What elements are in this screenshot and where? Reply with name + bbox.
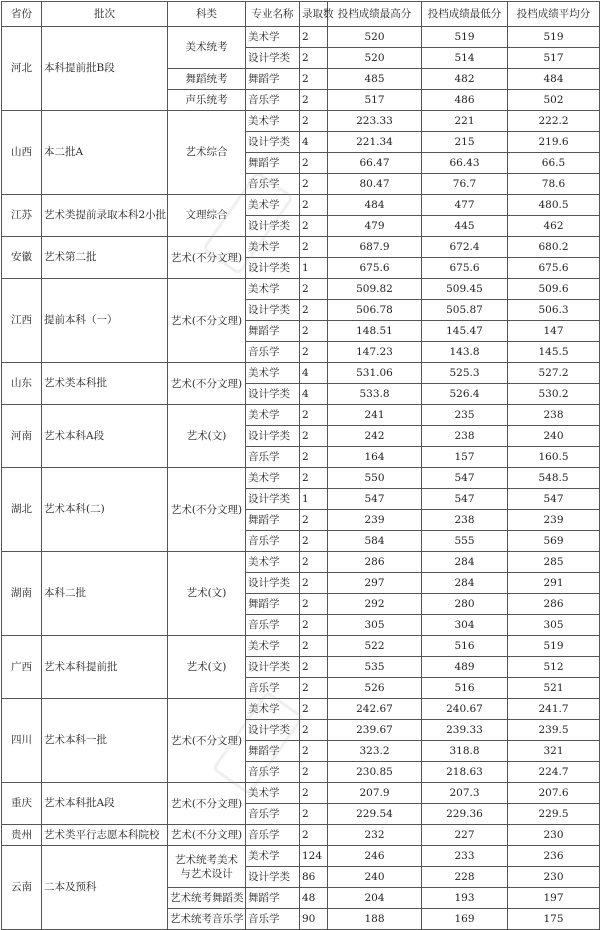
avg-score-cell: 238 xyxy=(508,405,600,426)
admitted-cell: 2 xyxy=(300,300,328,321)
avg-score-cell: 509.6 xyxy=(508,279,600,300)
province-cell: 江苏 xyxy=(2,195,42,237)
category-cell: 艺术(文) xyxy=(168,636,246,699)
max-score-cell: 520 xyxy=(328,27,422,48)
avg-score-cell: 547 xyxy=(508,489,600,510)
min-score-cell: 675.6 xyxy=(422,258,508,279)
min-score-cell: 169 xyxy=(422,909,508,930)
admitted-cell: 2 xyxy=(300,573,328,594)
table-row xyxy=(2,27,600,48)
admitted-cell: 124 xyxy=(300,846,328,867)
admitted-cell: 2 xyxy=(300,279,328,300)
max-score-cell: 148.51 xyxy=(328,321,422,342)
avg-score-cell: 502 xyxy=(508,90,600,111)
avg-score-cell: 78.6 xyxy=(508,174,600,195)
avg-score-cell: 229.5 xyxy=(508,804,600,825)
province-cell: 四川 xyxy=(2,699,42,783)
batch-cell: 艺术类本科批 xyxy=(42,363,168,405)
admitted-cell: 4 xyxy=(300,363,328,384)
avg-score-cell: 239.5 xyxy=(508,720,600,741)
min-score-cell: 207.3 xyxy=(422,783,508,804)
avg-score-cell: 230 xyxy=(508,867,600,888)
avg-score-cell: 145.5 xyxy=(508,342,600,363)
admitted-cell: 4 xyxy=(300,384,328,405)
max-score-cell: 239.67 xyxy=(328,720,422,741)
major-cell: 美术学 xyxy=(246,195,300,216)
admitted-cell: 2 xyxy=(300,195,328,216)
max-score-cell: 241 xyxy=(328,405,422,426)
max-score-cell: 484 xyxy=(328,195,422,216)
province-cell: 山西 xyxy=(2,111,42,195)
table-row xyxy=(2,195,600,216)
max-score-cell: 531.06 xyxy=(328,363,422,384)
avg-score-cell: 286 xyxy=(508,594,600,615)
category-cell: 文理综合 xyxy=(168,195,246,237)
max-score-cell: 147.23 xyxy=(328,342,422,363)
admitted-cell: 1 xyxy=(300,489,328,510)
min-score-cell: 547 xyxy=(422,489,508,510)
avg-score-cell: 675.6 xyxy=(508,258,600,279)
min-score-cell: 229.36 xyxy=(422,804,508,825)
avg-score-cell: 175 xyxy=(508,909,600,930)
admitted-cell: 2 xyxy=(300,468,328,489)
max-score-cell: 240 xyxy=(328,867,422,888)
admitted-cell: 2 xyxy=(300,111,328,132)
min-score-cell: 526.4 xyxy=(422,384,508,405)
major-cell: 设计学类 xyxy=(246,384,300,405)
admitted-cell: 2 xyxy=(300,741,328,762)
province-cell: 湖南 xyxy=(2,552,42,636)
max-score-cell: 80.47 xyxy=(328,174,422,195)
table-row xyxy=(2,111,600,132)
max-score-cell: 242.67 xyxy=(328,699,422,720)
batch-cell: 本科提前批B段 xyxy=(42,27,168,111)
major-cell: 舞蹈学 xyxy=(246,153,300,174)
header-min-score: 投档成绩最低分 xyxy=(422,2,508,27)
province-cell: 江西 xyxy=(2,279,42,363)
max-score-cell: 229.54 xyxy=(328,804,422,825)
table-row xyxy=(2,279,600,300)
major-cell: 美术学 xyxy=(246,363,300,384)
min-score-cell: 318.8 xyxy=(422,741,508,762)
category-cell: 艺术(不分文理) xyxy=(168,468,246,552)
avg-score-cell: 680.2 xyxy=(508,237,600,258)
avg-score-cell: 240 xyxy=(508,426,600,447)
table-row xyxy=(2,783,600,804)
category-cell: 艺术统考音乐学 xyxy=(168,909,246,930)
avg-score-cell: 207.6 xyxy=(508,783,600,804)
avg-score-cell: 241.7 xyxy=(508,699,600,720)
admitted-cell: 2 xyxy=(300,321,328,342)
avg-score-cell: 66.5 xyxy=(508,153,600,174)
admitted-cell: 2 xyxy=(300,657,328,678)
admitted-cell: 2 xyxy=(300,90,328,111)
major-cell: 设计学类 xyxy=(246,48,300,69)
avg-score-cell: 291 xyxy=(508,573,600,594)
max-score-cell: 547 xyxy=(328,489,422,510)
avg-score-cell: 230 xyxy=(508,825,600,846)
avg-score-cell: 519 xyxy=(508,636,600,657)
admitted-cell: 1 xyxy=(300,258,328,279)
major-cell: 美术学 xyxy=(246,279,300,300)
avg-score-cell: 285 xyxy=(508,552,600,573)
max-score-cell: 297 xyxy=(328,573,422,594)
batch-cell: 艺术本科A段 xyxy=(42,405,168,468)
avg-score-cell: 147 xyxy=(508,321,600,342)
major-cell: 音乐学 xyxy=(246,825,300,846)
max-score-cell: 323.2 xyxy=(328,741,422,762)
admitted-cell: 2 xyxy=(300,48,328,69)
admitted-cell: 2 xyxy=(300,153,328,174)
table-row xyxy=(2,846,600,867)
min-score-cell: 445 xyxy=(422,216,508,237)
major-cell: 音乐学 xyxy=(246,447,300,468)
min-score-cell: 525.3 xyxy=(422,363,508,384)
avg-score-cell: 512 xyxy=(508,657,600,678)
category-cell: 艺术统考美术与艺术设计 xyxy=(168,846,246,888)
max-score-cell: 485 xyxy=(328,69,422,90)
min-score-cell: 486 xyxy=(422,90,508,111)
admitted-cell: 2 xyxy=(300,552,328,573)
max-score-cell: 230.85 xyxy=(328,762,422,783)
avg-score-cell: 321 xyxy=(508,741,600,762)
major-cell: 设计学类 xyxy=(246,300,300,321)
batch-cell: 艺术第二批 xyxy=(42,237,168,279)
min-score-cell: 76.7 xyxy=(422,174,508,195)
max-score-cell: 242 xyxy=(328,426,422,447)
header-major: 专业名称 xyxy=(246,2,300,27)
province-cell: 山东 xyxy=(2,363,42,405)
avg-score-cell: 480.5 xyxy=(508,195,600,216)
category-cell: 艺术(不分文理) xyxy=(168,237,246,279)
batch-cell: 艺术本科(二) xyxy=(42,468,168,552)
admitted-cell: 86 xyxy=(300,867,328,888)
province-cell: 重庆 xyxy=(2,783,42,825)
header-batch: 批次 xyxy=(42,2,168,27)
province-cell: 广西 xyxy=(2,636,42,699)
major-cell: 美术学 xyxy=(246,783,300,804)
batch-cell: 艺术类平行志愿本科院校 xyxy=(42,825,168,846)
avg-score-cell: 484 xyxy=(508,69,600,90)
table-row xyxy=(2,825,600,846)
header-avg-score: 投档成绩平均分 xyxy=(508,2,600,27)
table-row xyxy=(2,237,600,258)
batch-cell: 艺术本科批A段 xyxy=(42,783,168,825)
category-cell: 舞蹈统考 xyxy=(168,69,246,90)
avg-score-cell: 236 xyxy=(508,846,600,867)
avg-score-cell: 197 xyxy=(508,888,600,909)
province-cell: 贵州 xyxy=(2,825,42,846)
admitted-cell: 2 xyxy=(300,699,328,720)
avg-score-cell: 548.5 xyxy=(508,468,600,489)
min-score-cell: 280 xyxy=(422,594,508,615)
major-cell: 舞蹈学 xyxy=(246,741,300,762)
max-score-cell: 292 xyxy=(328,594,422,615)
major-cell: 音乐学 xyxy=(246,804,300,825)
admitted-cell: 2 xyxy=(300,594,328,615)
admitted-cell: 2 xyxy=(300,27,328,48)
avg-score-cell: 521 xyxy=(508,678,600,699)
category-cell: 艺术(文) xyxy=(168,552,246,636)
admitted-cell: 2 xyxy=(300,447,328,468)
province-cell: 湖北 xyxy=(2,468,42,552)
min-score-cell: 284 xyxy=(422,573,508,594)
major-cell: 音乐学 xyxy=(246,174,300,195)
major-cell: 舞蹈学 xyxy=(246,69,300,90)
major-cell: 美术学 xyxy=(246,405,300,426)
min-score-cell: 235 xyxy=(422,405,508,426)
min-score-cell: 672.4 xyxy=(422,237,508,258)
batch-cell: 艺术本科一批 xyxy=(42,699,168,783)
batch-cell: 二本及预科 xyxy=(42,846,168,930)
max-score-cell: 520 xyxy=(328,48,422,69)
category-cell: 艺术(不分文理) xyxy=(168,783,246,825)
admitted-cell: 2 xyxy=(300,174,328,195)
admitted-cell: 2 xyxy=(300,342,328,363)
major-cell: 音乐学 xyxy=(246,678,300,699)
table-row xyxy=(2,468,600,489)
category-cell: 艺术综合 xyxy=(168,111,246,195)
avg-score-cell: 527.2 xyxy=(508,363,600,384)
batch-cell: 本二批A xyxy=(42,111,168,195)
max-score-cell: 221.34 xyxy=(328,132,422,153)
min-score-cell: 233 xyxy=(422,846,508,867)
header-admitted: 录取数 xyxy=(300,2,328,27)
max-score-cell: 164 xyxy=(328,447,422,468)
min-score-cell: 477 xyxy=(422,195,508,216)
max-score-cell: 535 xyxy=(328,657,422,678)
province-cell: 河南 xyxy=(2,405,42,468)
admitted-cell: 2 xyxy=(300,762,328,783)
min-score-cell: 218.63 xyxy=(422,762,508,783)
admitted-cell: 2 xyxy=(300,783,328,804)
max-score-cell: 584 xyxy=(328,531,422,552)
max-score-cell: 204 xyxy=(328,888,422,909)
header-max-score: 投档成绩最高分 xyxy=(328,2,422,27)
max-score-cell: 246 xyxy=(328,846,422,867)
avg-score-cell: 305 xyxy=(508,615,600,636)
min-score-cell: 239.33 xyxy=(422,720,508,741)
min-score-cell: 505.87 xyxy=(422,300,508,321)
major-cell: 音乐学 xyxy=(246,615,300,636)
category-cell: 艺术(文) xyxy=(168,405,246,468)
max-score-cell: 66.47 xyxy=(328,153,422,174)
batch-cell: 提前本科（一） xyxy=(42,279,168,363)
max-score-cell: 188 xyxy=(328,909,422,930)
min-score-cell: 66.43 xyxy=(422,153,508,174)
admitted-cell: 2 xyxy=(300,804,328,825)
avg-score-cell: 506.3 xyxy=(508,300,600,321)
batch-cell: 艺术类提前录取本科2小批 xyxy=(42,195,168,237)
major-cell: 美术学 xyxy=(246,552,300,573)
admitted-cell: 2 xyxy=(300,216,328,237)
category-cell: 艺术统考舞蹈类 xyxy=(168,888,246,909)
min-score-cell: 304 xyxy=(422,615,508,636)
max-score-cell: 517 xyxy=(328,90,422,111)
major-cell: 舞蹈学 xyxy=(246,888,300,909)
major-cell: 设计学类 xyxy=(246,216,300,237)
province-cell: 云南 xyxy=(2,846,42,930)
max-score-cell: 232 xyxy=(328,825,422,846)
category-cell: 美术统考 xyxy=(168,27,246,69)
max-score-cell: 239 xyxy=(328,510,422,531)
max-score-cell: 675.6 xyxy=(328,258,422,279)
batch-cell: 本科二批 xyxy=(42,552,168,636)
category-cell: 声乐统考 xyxy=(168,90,246,111)
admitted-cell: 2 xyxy=(300,426,328,447)
table-row xyxy=(2,699,600,720)
major-cell: 美术学 xyxy=(246,699,300,720)
max-score-cell: 305 xyxy=(328,615,422,636)
major-cell: 舞蹈学 xyxy=(246,510,300,531)
admitted-cell: 2 xyxy=(300,720,328,741)
major-cell: 设计学类 xyxy=(246,489,300,510)
major-cell: 音乐学 xyxy=(246,909,300,930)
province-cell: 河北 xyxy=(2,27,42,111)
major-cell: 美术学 xyxy=(246,636,300,657)
admitted-cell: 2 xyxy=(300,69,328,90)
admitted-cell: 2 xyxy=(300,825,328,846)
header-province: 省份 xyxy=(2,2,42,27)
max-score-cell: 526 xyxy=(328,678,422,699)
avg-score-cell: 462 xyxy=(508,216,600,237)
admitted-cell: 2 xyxy=(300,636,328,657)
min-score-cell: 215 xyxy=(422,132,508,153)
major-cell: 美术学 xyxy=(246,111,300,132)
min-score-cell: 555 xyxy=(422,531,508,552)
min-score-cell: 509.45 xyxy=(422,279,508,300)
min-score-cell: 516 xyxy=(422,678,508,699)
max-score-cell: 509.82 xyxy=(328,279,422,300)
min-score-cell: 193 xyxy=(422,888,508,909)
category-cell: 艺术(不分文理) xyxy=(168,279,246,363)
table-row xyxy=(2,636,600,657)
max-score-cell: 207.9 xyxy=(328,783,422,804)
avg-score-cell: 239 xyxy=(508,510,600,531)
avg-score-cell: 222.2 xyxy=(508,111,600,132)
category-cell: 艺术(不分文理) xyxy=(168,825,246,846)
avg-score-cell: 530.2 xyxy=(508,384,600,405)
min-score-cell: 547 xyxy=(422,468,508,489)
max-score-cell: 286 xyxy=(328,552,422,573)
major-cell: 设计学类 xyxy=(246,867,300,888)
max-score-cell: 550 xyxy=(328,468,422,489)
min-score-cell: 516 xyxy=(422,636,508,657)
table-header-row xyxy=(2,2,600,27)
admitted-cell: 2 xyxy=(300,237,328,258)
province-cell: 安徽 xyxy=(2,237,42,279)
header-category: 科类 xyxy=(168,2,246,27)
avg-score-cell: 519 xyxy=(508,27,600,48)
admitted-cell: 2 xyxy=(300,405,328,426)
major-cell: 设计学类 xyxy=(246,657,300,678)
major-cell: 设计学类 xyxy=(246,258,300,279)
table-row xyxy=(2,405,600,426)
min-score-cell: 145.47 xyxy=(422,321,508,342)
major-cell: 音乐学 xyxy=(246,762,300,783)
admitted-cell: 2 xyxy=(300,678,328,699)
min-score-cell: 284 xyxy=(422,552,508,573)
admitted-cell: 48 xyxy=(300,888,328,909)
min-score-cell: 228 xyxy=(422,867,508,888)
min-score-cell: 482 xyxy=(422,69,508,90)
major-cell: 设计学类 xyxy=(246,720,300,741)
avg-score-cell: 219.6 xyxy=(508,132,600,153)
major-cell: 美术学 xyxy=(246,27,300,48)
min-score-cell: 514 xyxy=(422,48,508,69)
major-cell: 音乐学 xyxy=(246,342,300,363)
min-score-cell: 157 xyxy=(422,447,508,468)
major-cell: 舞蹈学 xyxy=(246,594,300,615)
max-score-cell: 479 xyxy=(328,216,422,237)
avg-score-cell: 160.5 xyxy=(508,447,600,468)
min-score-cell: 227 xyxy=(422,825,508,846)
major-cell: 设计学类 xyxy=(246,573,300,594)
table-row xyxy=(2,552,600,573)
max-score-cell: 506.78 xyxy=(328,300,422,321)
min-score-cell: 519 xyxy=(422,27,508,48)
major-cell: 设计学类 xyxy=(246,426,300,447)
category-cell: 艺术(不分文理) xyxy=(168,363,246,405)
major-cell: 音乐学 xyxy=(246,531,300,552)
major-cell: 音乐学 xyxy=(246,90,300,111)
admitted-cell: 90 xyxy=(300,909,328,930)
max-score-cell: 522 xyxy=(328,636,422,657)
min-score-cell: 221 xyxy=(422,111,508,132)
major-cell: 美术学 xyxy=(246,237,300,258)
min-score-cell: 238 xyxy=(422,426,508,447)
max-score-cell: 223.33 xyxy=(328,111,422,132)
batch-cell: 艺术本科提前批 xyxy=(42,636,168,699)
admitted-cell: 4 xyxy=(300,132,328,153)
major-cell: 美术学 xyxy=(246,846,300,867)
admitted-cell: 2 xyxy=(300,615,328,636)
major-cell: 美术学 xyxy=(246,468,300,489)
admitted-cell: 2 xyxy=(300,531,328,552)
min-score-cell: 240.67 xyxy=(422,699,508,720)
admission-scores-table xyxy=(1,1,600,930)
min-score-cell: 489 xyxy=(422,657,508,678)
max-score-cell: 533.8 xyxy=(328,384,422,405)
category-cell: 艺术(不分文理) xyxy=(168,699,246,783)
major-cell: 设计学类 xyxy=(246,132,300,153)
avg-score-cell: 517 xyxy=(508,48,600,69)
min-score-cell: 143.8 xyxy=(422,342,508,363)
table-row xyxy=(2,363,600,384)
max-score-cell: 687.9 xyxy=(328,237,422,258)
min-score-cell: 238 xyxy=(422,510,508,531)
avg-score-cell: 569 xyxy=(508,531,600,552)
admitted-cell: 2 xyxy=(300,510,328,531)
major-cell: 舞蹈学 xyxy=(246,321,300,342)
avg-score-cell: 224.7 xyxy=(508,762,600,783)
